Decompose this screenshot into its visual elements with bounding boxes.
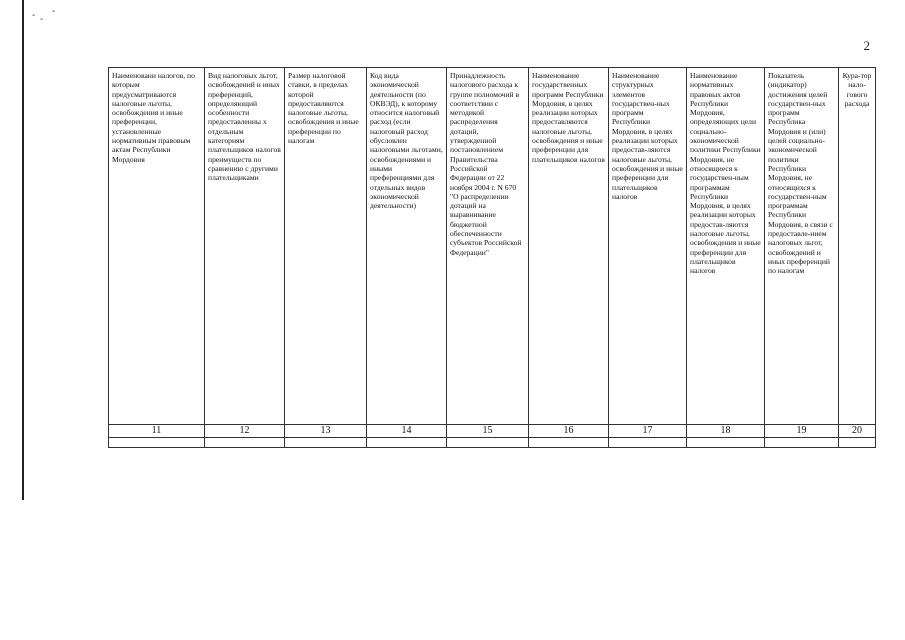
column-number: 16 <box>529 425 609 438</box>
empty-cell <box>367 438 447 448</box>
scan-mark: - <box>40 14 44 25</box>
empty-cell <box>529 438 609 448</box>
header-cell-okved-code: Код вида экономической деятельности (по ОКВЭД), к которому относится налоговый расход (если налоговый расход обусловлен налоговыми льготами, освобождениями и иными преференциями для отдельных видов экономической деятельности) <box>367 68 447 425</box>
header-cell-authority-group: Принадлежность налогового расхода к группе полномочий в соответствии с методикой распределения дотаций, утвержденной постановлением Правительства Российской Федерации от 22 ноября 2004 г. N 670 "О распределении дотаций на выравнивание бюджетной обеспеченности субъектов Российской Федерации" <box>447 68 529 425</box>
header-cell-state-programs: Наименование государственных программ Республики Мордовия, в целях реализации которых предоставляются налоговые льготы, освобождения и иные преференции для плательщиков налогов <box>529 68 609 425</box>
column-number: 11 <box>109 425 205 438</box>
column-number-row <box>109 425 876 438</box>
header-cell-benefit-type: Вид налоговых льгот, освобождений и иных преференций, определяющий особенности предоставленны х отдельным категориям плательщиков налогов преимуществ по сравнению с другими плательщиками <box>205 68 285 425</box>
empty-cell <box>109 438 205 448</box>
tax-expenditure-table <box>108 67 876 448</box>
column-number: 19 <box>765 425 839 438</box>
column-number: 15 <box>447 425 529 438</box>
header-cell-curator: Кура-тор нало-гового расхода <box>839 68 876 425</box>
empty-cell <box>687 438 765 448</box>
empty-data-row <box>109 438 876 448</box>
column-number: 12 <box>205 425 285 438</box>
table-header-row <box>109 68 876 425</box>
header-cell-normative-acts: Наименование нормативных правовых актов Республики Мордовия, определяющих цели социально-экономической политики Республики Мордовия, не относящиеся к государствен-ным программам Республики Мордовия, в целях реализации которых предостав-ляются налоговые льготы, освобождения и иные преференции для плательщиков налогов <box>687 68 765 425</box>
empty-cell <box>205 438 285 448</box>
empty-cell <box>839 438 876 448</box>
scan-margin-line <box>22 0 24 500</box>
scan-mark: - <box>52 6 56 17</box>
empty-cell <box>447 438 529 448</box>
column-number: 13 <box>285 425 367 438</box>
empty-cell <box>285 438 367 448</box>
scan-mark: - <box>32 10 36 21</box>
header-cell-tax-rate: Размер налоговой ставки, в пределах которой предоставляются налоговые льготы, освобождения и иные преференции по налогам <box>285 68 367 425</box>
empty-cell <box>765 438 839 448</box>
column-number: 14 <box>367 425 447 438</box>
column-number: 20 <box>839 425 876 438</box>
header-cell-structural-elements: Наименование структурных элементов государствен-ных программ Республики Мордовия, в целях реализации которых предостав-ляются налоговые льготы, освобождения и иные преференции для плательщиков налогов <box>609 68 687 425</box>
header-cell-tax-names: Наименовани налогов, по которым предусматриваются налоговые льготы, освобождения и иные преференции, установленные нормативным правовым актам Республики Мордовия <box>109 68 205 425</box>
column-number: 17 <box>609 425 687 438</box>
column-number: 18 <box>687 425 765 438</box>
page-number: 2 <box>863 38 870 53</box>
header-cell-indicator: Показатель (индикатор) достижения целей государствен-ных программ Республика Мордовия и (или) целей социально-экономической политики Республики Мордовия, не относящихся к государствен-ным программам Республики Мордовия, в связи с предоставле-нием налоговых льгот, освобождений и иных преференций по налогам <box>765 68 839 425</box>
empty-cell <box>609 438 687 448</box>
